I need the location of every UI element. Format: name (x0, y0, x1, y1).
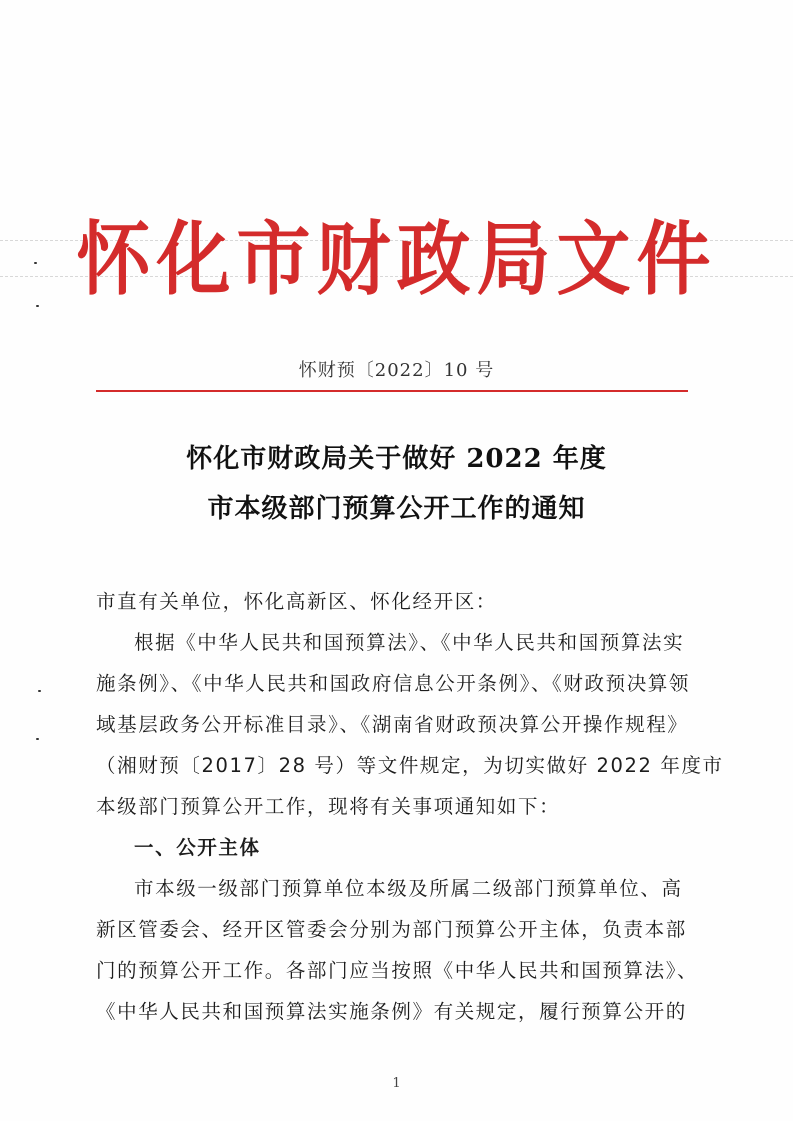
paragraph-2-line: 新区管委会、经开区管委会分别为部门预算公开主体，负责本部 (96, 918, 687, 941)
paragraph-1-line: 域基层政务公开标准目录》、《湖南省财政预决算公开操作规程》 (96, 713, 689, 736)
document-title-line-1: 怀化市财政局关于做好 2022 年度 (186, 444, 607, 474)
document-title-line-2: 市本级部门预算公开工作的通知 (207, 494, 586, 524)
scan-speck (36, 738, 39, 740)
paragraph-2-line: 市本级一级部门预算单位本级及所属二级部门预算单位、高 (134, 877, 683, 900)
salutation: 市直有关单位，怀化高新区、怀化经开区： (96, 590, 497, 613)
page-number: 1 (392, 1076, 401, 1091)
paragraph-1-line: 根据《中华人民共和国预算法》、《中华人民共和国预算法实 (134, 631, 685, 654)
scan-speck (36, 305, 39, 307)
document-number: 怀财预〔2022〕10 号 (298, 360, 495, 381)
scan-speck (38, 690, 41, 692)
section-heading: 一、公开主体 (134, 836, 261, 859)
paragraph-1-line: （湘财预〔2017〕28 号）等文件规定，为切实做好 2022 年度市 (96, 754, 724, 777)
paragraph-2-line: 门的预算公开工作。各部门应当按照《中华人民共和国预算法》、 (96, 959, 699, 982)
scan-speck (34, 262, 37, 264)
paragraph-1-line: 施条例》、《中华人民共和国政府信息公开条例》、《财政预决算领 (96, 672, 691, 695)
issuer-header-title: 怀化市财政局文件 (76, 213, 717, 307)
red-separator-rule (96, 390, 688, 392)
paragraph-2-line: 《中华人民共和国预算法实施条例》有关规定，履行预算公开的 (96, 1000, 687, 1023)
paragraph-1-line: 本级部门预算公开工作，现将有关事项通知如下： (96, 795, 561, 818)
